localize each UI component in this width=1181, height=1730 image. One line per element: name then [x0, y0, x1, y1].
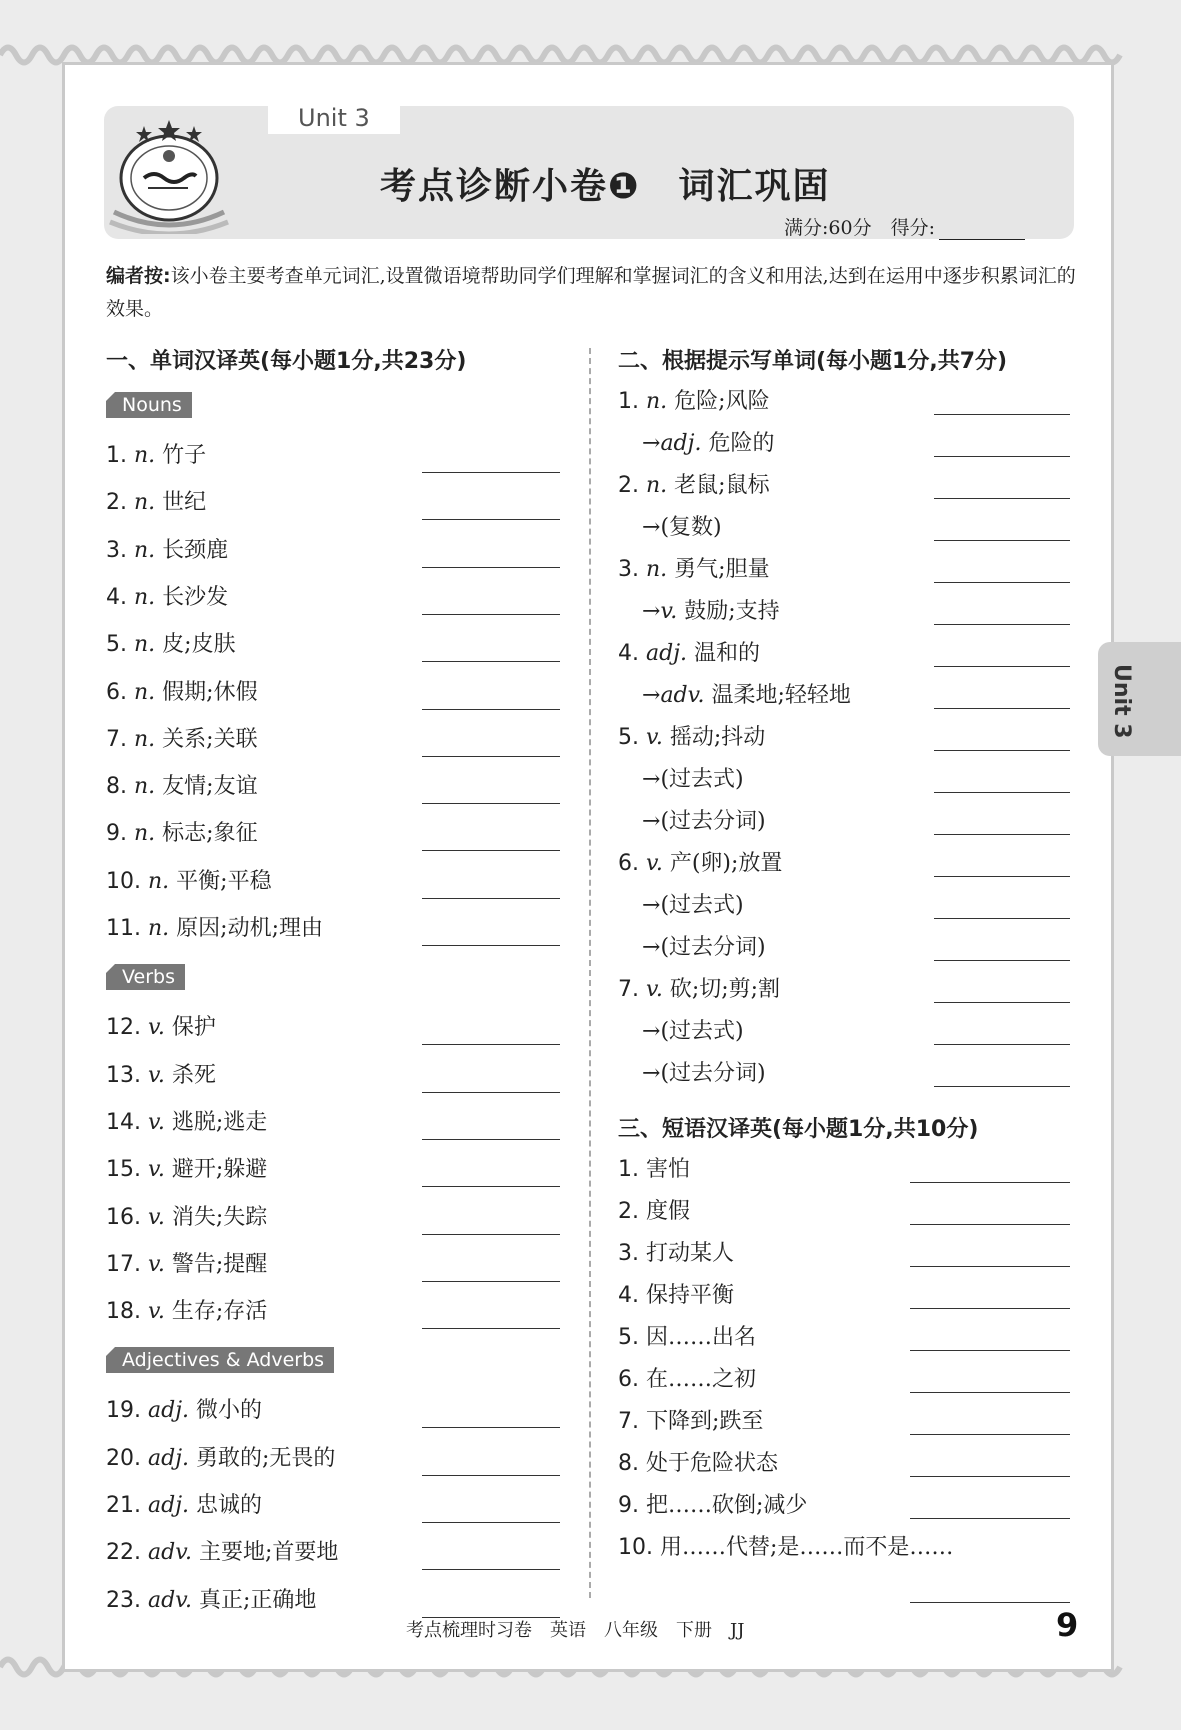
question-item: [106, 816, 258, 847]
category-tag: Nouns: [106, 392, 192, 418]
item-prompt: 产(卵);放置: [669, 851, 783, 876]
answer-blank[interactable]: [422, 945, 560, 946]
question-item: [618, 1194, 690, 1225]
item-number: 16.: [106, 1204, 141, 1230]
item-number: 8.: [106, 774, 127, 800]
item-number: 5.: [106, 632, 127, 658]
unit-tab-label: Unit 3: [298, 104, 370, 132]
answer-blank[interactable]: [910, 1434, 1070, 1435]
page-number: 9: [1056, 1606, 1079, 1644]
item-prompt: 勇气;胆量: [674, 557, 770, 582]
item-prompt: 鼓励;支持: [684, 599, 780, 624]
answer-blank[interactable]: [910, 1350, 1070, 1351]
question-item: [642, 678, 851, 709]
item-prompt: (复数): [660, 515, 722, 540]
part-of-speech: v.: [148, 1299, 165, 1325]
question-item: [106, 675, 258, 706]
part-of-speech: n.: [134, 537, 156, 563]
answer-blank[interactable]: [422, 1569, 560, 1570]
item-prompt: 标志;象征: [162, 821, 258, 847]
answer-blank[interactable]: [934, 456, 1070, 457]
answer-blank[interactable]: [910, 1266, 1070, 1267]
question-item: [618, 636, 760, 667]
page-title: 考点诊断小卷❶ 词汇巩固: [380, 166, 831, 207]
part-of-speech: v.: [148, 1204, 165, 1230]
derivation-arrow: →: [642, 1061, 661, 1086]
item-prompt: 友情;友谊: [162, 774, 258, 800]
editor-note-text: 该小卷主要考查单元词汇,设置微语境帮助同学们理解和掌握词汇的含义和用法,达到在运用中逐步积累词汇的效果。: [106, 265, 1076, 320]
item-prompt: 原因;动机;理由: [176, 916, 323, 941]
question-item: [106, 1247, 267, 1278]
part-of-speech: v.: [646, 977, 663, 1002]
item-prompt: 砍;切;剪;割: [669, 977, 781, 1002]
question-item: [618, 1488, 807, 1519]
question-item: [618, 384, 770, 415]
part-of-speech: n.: [646, 557, 668, 582]
part-of-speech: adj.: [148, 1493, 190, 1518]
question-item: [618, 1530, 953, 1561]
answer-blank[interactable]: [422, 1139, 560, 1140]
part-of-speech: v.: [646, 725, 663, 750]
question-item: [642, 510, 722, 541]
answer-blank[interactable]: [910, 1476, 1070, 1477]
answer-blank[interactable]: [910, 1308, 1070, 1309]
part-of-speech: n.: [134, 821, 156, 847]
part-of-speech: adj.: [148, 1445, 190, 1471]
editor-note-label: 编者按:: [106, 265, 171, 287]
answer-blank[interactable]: [422, 1522, 560, 1523]
answer-blank[interactable]: [422, 1328, 560, 1329]
question-item: [618, 1404, 763, 1435]
answer-blank[interactable]: [910, 1224, 1070, 1225]
phrase-prompt: 害怕: [646, 1157, 691, 1182]
part-of-speech: v.: [148, 1251, 165, 1277]
item-number: 9.: [106, 821, 127, 847]
side-unit-tab-label: Unit 3: [1109, 664, 1134, 739]
part-of-speech: v.: [660, 599, 678, 624]
section-3-title: 三、短语汉译英(每小题1分,共10分): [618, 1117, 979, 1142]
item-prompt: 消失;失踪: [171, 1204, 268, 1230]
question-item: [106, 438, 206, 469]
question-item: [106, 1488, 262, 1519]
part-of-speech: n.: [134, 632, 156, 658]
answer-blank[interactable]: [934, 666, 1070, 667]
derivation-arrow: →: [642, 893, 661, 918]
question-item: [642, 930, 766, 961]
item-number: 14.: [106, 1109, 141, 1135]
part-of-speech: n.: [134, 679, 156, 705]
question-item: [106, 580, 228, 611]
publisher-seal-logo: [104, 116, 234, 234]
item-number: 2.: [618, 473, 639, 498]
question-item: [106, 1535, 338, 1566]
question-item: [106, 1200, 267, 1231]
item-prompt: 皮;皮肤: [162, 632, 236, 658]
question-item: [618, 1152, 690, 1183]
answer-blank[interactable]: [934, 834, 1070, 835]
item-number: 8.: [618, 1451, 639, 1476]
question-item: [618, 1446, 778, 1477]
question-item: [642, 804, 766, 835]
question-item: [618, 1320, 756, 1351]
question-item: [106, 627, 236, 658]
item-prompt: 微小的: [196, 1398, 263, 1424]
item-number: 5.: [618, 725, 639, 750]
item-number: 7.: [618, 1409, 639, 1434]
score-answer-blank[interactable]: [939, 221, 1025, 240]
part-of-speech: n.: [134, 584, 156, 610]
item-number: 6.: [106, 679, 127, 705]
item-number: 4.: [618, 1283, 639, 1308]
item-prompt: 真正;正确地: [199, 1587, 317, 1613]
answer-blank[interactable]: [422, 567, 560, 568]
answer-blank[interactable]: [422, 1092, 560, 1093]
answer-blank[interactable]: [422, 1186, 560, 1187]
answer-blank[interactable]: [910, 1182, 1070, 1183]
answer-blank[interactable]: [910, 1518, 1070, 1519]
item-prompt: 避开;躲避: [171, 1157, 268, 1183]
answer-blank[interactable]: [422, 709, 560, 710]
score-line: [784, 213, 1025, 240]
part-of-speech: n.: [148, 868, 170, 894]
question-item: [642, 426, 774, 457]
item-prompt: (过去分词): [660, 809, 766, 834]
item-prompt: 主要地;首要地: [199, 1540, 339, 1566]
editor-note: [106, 260, 1076, 326]
answer-blank[interactable]: [422, 1427, 560, 1428]
answer-blank[interactable]: [934, 414, 1070, 415]
item-number: 3.: [618, 557, 639, 582]
item-prompt: (过去式): [660, 893, 744, 918]
item-number: 7.: [618, 977, 639, 1002]
item-prompt: 逃脱;逃走: [171, 1109, 268, 1135]
answer-blank[interactable]: [422, 1281, 560, 1282]
answer-blank[interactable]: [422, 803, 560, 804]
item-number: 7.: [106, 726, 127, 752]
part-of-speech: n.: [148, 916, 170, 941]
item-prompt: 平衡;平稳: [176, 868, 272, 894]
question-item: [106, 722, 258, 753]
item-prompt: 假期;休假: [162, 679, 258, 705]
item-prompt: 竹子: [162, 443, 207, 468]
phrase-prompt: 用……代替;是……而不是……: [660, 1535, 954, 1560]
answer-blank[interactable]: [934, 582, 1070, 583]
answer-blank[interactable]: [910, 1602, 1070, 1603]
item-prompt: 危险;风险: [674, 389, 770, 414]
answer-blank[interactable]: [934, 792, 1070, 793]
section-2-title: 二、根据提示写单词(每小题1分,共7分): [618, 349, 1008, 374]
item-prompt: (过去分词): [660, 1061, 766, 1086]
item-prompt: 温和的: [694, 641, 761, 666]
phrase-prompt: 度假: [646, 1199, 691, 1224]
item-number: 1.: [618, 1157, 639, 1182]
question-item: [618, 1236, 734, 1267]
score-label: 满分:60分 得分:: [784, 217, 935, 239]
answer-blank[interactable]: [934, 540, 1070, 541]
part-of-speech: v.: [646, 851, 663, 876]
part-of-speech: v.: [148, 1157, 165, 1183]
category-tag: Verbs: [106, 964, 185, 990]
item-number: 4.: [106, 584, 127, 610]
part-of-speech: v.: [148, 1015, 165, 1041]
item-number: 1.: [618, 389, 639, 414]
part-of-speech: v.: [148, 1062, 165, 1088]
item-number: 12.: [106, 1015, 141, 1041]
answer-blank[interactable]: [934, 1002, 1070, 1003]
item-number: 19.: [106, 1398, 141, 1424]
item-prompt: (过去式): [660, 1019, 744, 1044]
phrase-prompt: 处于危险状态: [646, 1451, 779, 1476]
part-of-speech: adj.: [646, 641, 688, 666]
answer-blank[interactable]: [422, 661, 560, 662]
phrase-prompt: 下降到;跌至: [646, 1409, 764, 1434]
question-item: [106, 1441, 335, 1472]
question-item: [618, 846, 782, 877]
item-prompt: 警告;提醒: [171, 1251, 268, 1277]
answer-blank[interactable]: [934, 498, 1070, 499]
part-of-speech: n.: [646, 473, 668, 498]
footer-text: 考点梳理时习卷 英语 八年级 下册 JJ: [406, 1620, 745, 1641]
question-item: [618, 1362, 756, 1393]
phrase-prompt: 保持平衡: [646, 1283, 735, 1308]
item-prompt: 摇动;抖动: [669, 725, 766, 750]
part-of-speech: adv.: [660, 683, 705, 708]
item-prompt: 长颈鹿: [162, 537, 229, 563]
part-of-speech: v.: [148, 1109, 165, 1135]
answer-blank[interactable]: [422, 1475, 560, 1476]
phrase-prompt: 把……砍倒;减少: [646, 1493, 808, 1518]
part-of-speech: adv.: [148, 1587, 193, 1613]
item-number: 3.: [106, 537, 127, 563]
answer-blank[interactable]: [422, 850, 560, 851]
answer-blank[interactable]: [422, 1234, 560, 1235]
item-prompt: 忠诚的: [196, 1493, 263, 1518]
item-number: 11.: [106, 916, 141, 941]
question-item: [642, 1056, 766, 1087]
question-item: [642, 594, 780, 625]
phrase-prompt: 因……出名: [646, 1325, 757, 1350]
item-number: 5.: [618, 1325, 639, 1350]
item-prompt: 老鼠;鼠标: [674, 473, 770, 498]
item-number: 10.: [106, 868, 141, 894]
part-of-speech: adv.: [148, 1540, 193, 1566]
answer-blank[interactable]: [934, 960, 1070, 961]
answer-blank[interactable]: [934, 750, 1070, 751]
question-item: [642, 888, 744, 919]
answer-blank[interactable]: [422, 1044, 560, 1045]
question-item: [106, 1393, 262, 1424]
question-item: [642, 1014, 744, 1045]
part-of-speech: adj.: [148, 1398, 190, 1424]
derivation-arrow: →: [642, 1019, 661, 1044]
answer-blank[interactable]: [934, 876, 1070, 877]
item-prompt: 温柔地;轻轻地: [711, 683, 851, 708]
item-number: 13.: [106, 1062, 141, 1088]
question-item: [106, 864, 272, 895]
question-item: [106, 911, 323, 942]
answer-blank[interactable]: [422, 898, 560, 899]
question-item: [618, 468, 770, 499]
part-of-speech: n.: [134, 774, 156, 800]
question-item: [106, 1152, 267, 1183]
item-prompt: (过去式): [660, 767, 744, 792]
part-of-speech: n.: [134, 490, 156, 516]
part-of-speech: n.: [134, 443, 156, 468]
item-number: 10.: [618, 1535, 653, 1560]
answer-blank[interactable]: [422, 472, 560, 473]
item-number: 4.: [618, 641, 639, 666]
item-number: 23.: [106, 1587, 141, 1613]
section-1-title: 一、单词汉译英(每小题1分,共23分): [106, 349, 467, 374]
item-number: 21.: [106, 1493, 141, 1518]
question-item: [642, 762, 744, 793]
item-prompt: 保护: [171, 1015, 216, 1041]
question-item: [618, 1278, 734, 1309]
part-of-speech: n.: [134, 726, 156, 752]
answer-blank[interactable]: [934, 1086, 1070, 1087]
derivation-arrow: →: [642, 809, 661, 834]
question-item: [106, 1294, 267, 1325]
column-divider: [589, 348, 591, 1598]
item-prompt: 世纪: [162, 490, 207, 516]
question-item: [106, 1105, 267, 1136]
item-number: 1.: [106, 443, 127, 468]
item-number: 9.: [618, 1493, 639, 1518]
answer-blank[interactable]: [422, 614, 560, 615]
item-prompt: (过去分词): [660, 935, 766, 960]
item-number: 17.: [106, 1251, 141, 1277]
answer-blank[interactable]: [934, 708, 1070, 709]
derivation-arrow: →: [642, 515, 661, 540]
item-number: 2.: [618, 1199, 639, 1224]
item-number: 20.: [106, 1445, 141, 1471]
phrase-prompt: 在……之初: [646, 1367, 757, 1392]
derivation-arrow: →: [642, 683, 661, 708]
answer-blank[interactable]: [934, 624, 1070, 625]
question-item: [618, 972, 780, 1003]
item-number: 22.: [106, 1540, 141, 1566]
item-number: 18.: [106, 1299, 141, 1325]
question-item: [106, 1010, 216, 1041]
answer-blank[interactable]: [422, 756, 560, 757]
question-item: [106, 769, 258, 800]
question-item: [106, 1583, 316, 1614]
part-of-speech: adj.: [660, 431, 702, 456]
part-of-speech: n.: [646, 389, 668, 414]
derivation-arrow: →: [642, 599, 661, 624]
item-number: 6.: [618, 1367, 639, 1392]
category-tag: Adjectives & Adverbs: [106, 1347, 334, 1373]
question-item: [106, 485, 206, 516]
item-prompt: 长沙发: [162, 584, 229, 610]
item-prompt: 关系;关联: [162, 726, 258, 752]
answer-blank[interactable]: [910, 1392, 1070, 1393]
item-prompt: 勇敢的;无畏的: [196, 1445, 336, 1471]
item-prompt: 危险的: [708, 431, 775, 456]
item-number: 3.: [618, 1241, 639, 1266]
question-item: [618, 720, 765, 751]
item-prompt: 生存;存活: [171, 1299, 268, 1325]
question-item: [106, 1058, 216, 1089]
answer-blank[interactable]: [934, 918, 1070, 919]
item-number: 15.: [106, 1157, 141, 1183]
derivation-arrow: →: [642, 935, 661, 960]
item-prompt: 杀死: [171, 1062, 216, 1088]
question-item: [106, 533, 228, 564]
question-item: [618, 552, 770, 583]
derivation-arrow: →: [642, 767, 661, 792]
phrase-prompt: 打动某人: [646, 1241, 735, 1266]
answer-blank[interactable]: [422, 519, 560, 520]
answer-blank[interactable]: [934, 1044, 1070, 1045]
item-number: 2.: [106, 490, 127, 516]
item-number: 6.: [618, 851, 639, 876]
derivation-arrow: →: [642, 431, 661, 456]
